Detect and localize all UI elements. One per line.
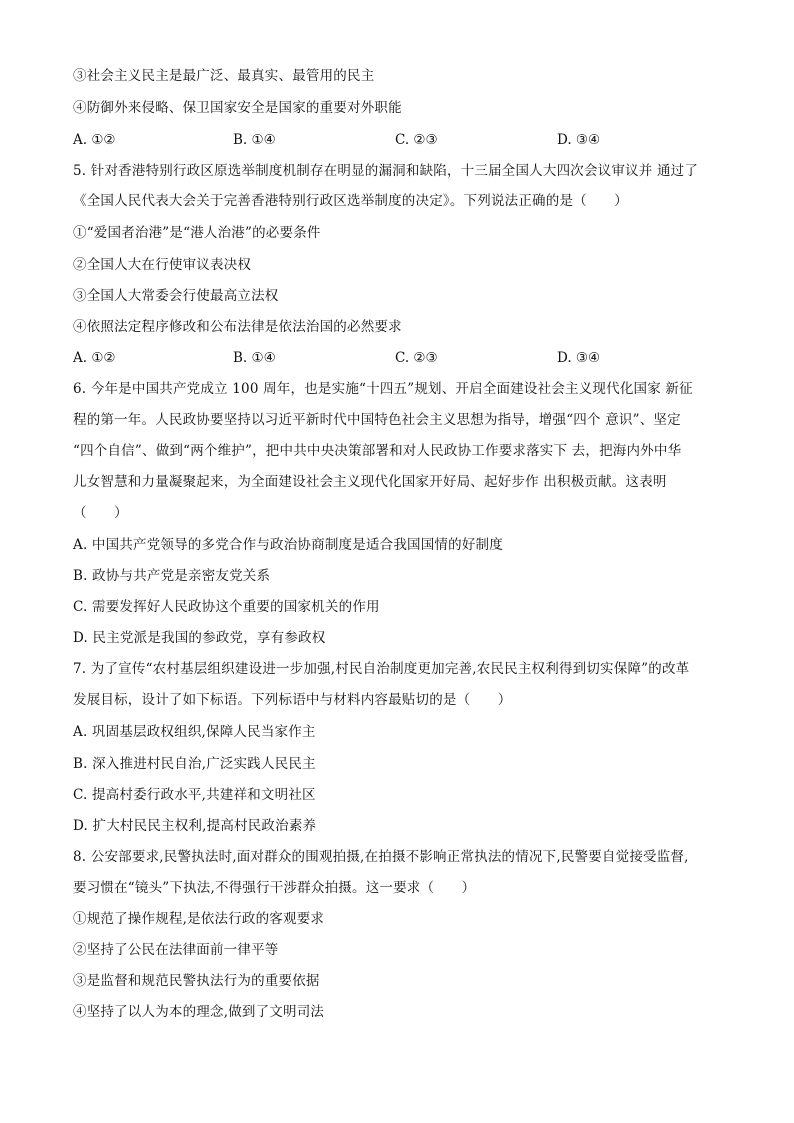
q5-statement-3: ③全国人大常委会行使最高立法权 — [73, 288, 279, 304]
q6-option-b: B. 政协与共产党是亲密友党关系 — [73, 568, 271, 584]
prev-option-b: B. ①④ — [233, 132, 276, 148]
q6-stem-line-4: 儿女智慧和力量凝聚起来，为全面建设社会主义现代化国家开好局、起好步作 出积极贡献。这表明 — [73, 474, 667, 490]
q5-stem-line-2: 《全国人民代表大会关于完善香港特别行政区选举制度的决定》。下列说法正确的是（ ） — [73, 193, 628, 209]
prev-statement-4: ④防御外来侵略、保卫国家安全是国家的重要对外职能 — [73, 100, 402, 116]
q6-stem-line-5: （ ） — [73, 505, 128, 521]
q6-stem-line-2: 程的第一年。人民政协要坚持以习近平新时代中国特色社会主义思想为指导，增强“四个 意识”、坚定 — [73, 412, 681, 428]
q7-option-b: B. 深入推进村民自治,广泛实践人民民主 — [73, 756, 316, 772]
q7-stem-line-2: 发展目标，设计了如下标语。下列标语中与材料内容最贴切的是（ ） — [73, 692, 512, 708]
prev-statement-3: ③社会主义民主是最广泛、最真实、最管用的民主 — [73, 68, 375, 84]
q6-option-d: D. 民主党派是我国的参政党，享有参政权 — [73, 630, 326, 646]
q6-option-c: C. 需要发挥好人民政协这个重要的国家机关的作用 — [73, 599, 380, 615]
q5-option-b: B. ①④ — [233, 350, 276, 366]
q5-option-a: A. ①② — [73, 350, 116, 366]
q6-stem-line-3: “四个自信”、做到“两个维护”，把中共中央决策部署和对人民政协工作要求落实下 去，把海内外中华 — [73, 443, 682, 459]
q8-stem-line-2: 要习惯在“镜头”下执法,不得强行干涉群众拍摄。这一要求（ ） — [73, 880, 476, 896]
q5-stem-line-1: 5. 针对香港特别行政区原选举制度机制存在明显的漏洞和缺陷，十三届全国人大四次会议审议并 通过了 — [73, 163, 699, 179]
q5-statement-2: ②全国人大在行使审议表决权 — [73, 257, 252, 273]
q6-option-a: A. 中国共产党领导的多党合作与政治协商制度是适合我国国情的好制度 — [73, 537, 503, 553]
q7-option-c: C. 提高村委行政水平,共建祥和文明社区 — [73, 787, 316, 803]
prev-option-d: D. ③④ — [557, 132, 601, 148]
q7-option-d: D. 扩大村民民主权利,提高村民政治素养 — [73, 818, 317, 834]
q5-statement-4: ④依照法定程序修改和公布法律是依法治国的必然要求 — [73, 319, 402, 335]
q8-statement-2: ②坚持了公民在法律面前一律平等 — [73, 942, 279, 958]
q5-option-d: D. ③④ — [557, 350, 601, 366]
q8-stem-line-1: 8. 公安部要求,民警执法时,面对群众的围观拍摄,在拍摄不影响正常执法的情况下,民警要自觉接受监督, — [73, 849, 689, 865]
q5-statement-1: ①“爱国者治港”是“港人治港”的必要条件 — [73, 225, 321, 241]
q6-stem-line-1: 6. 今年是中国共产党成立 100 周年，也是实施“十四五”规划、开启全面建设社会主义现代化国家 新征 — [73, 381, 693, 397]
q7-option-a: A. 巩固基层政权组织,保障人民当家作主 — [73, 724, 316, 740]
q8-statement-3: ③是监督和规范民警执法行为的重要依据 — [73, 973, 320, 989]
q8-statement-4: ④坚持了以人为本的理念,做到了文明司法 — [73, 1004, 325, 1020]
q7-stem-line-1: 7. 为了宣传“农村基层组织建设进一步加强,村民自治制度更加完善,农民民主权利得到切实保障”的改革 — [73, 661, 690, 677]
q5-option-c: C. ②③ — [395, 350, 438, 366]
q8-statement-1: ①规范了操作规程,是依法行政的客观要求 — [73, 911, 325, 927]
prev-option-a: A. ①② — [73, 132, 116, 148]
prev-option-c: C. ②③ — [395, 132, 438, 148]
